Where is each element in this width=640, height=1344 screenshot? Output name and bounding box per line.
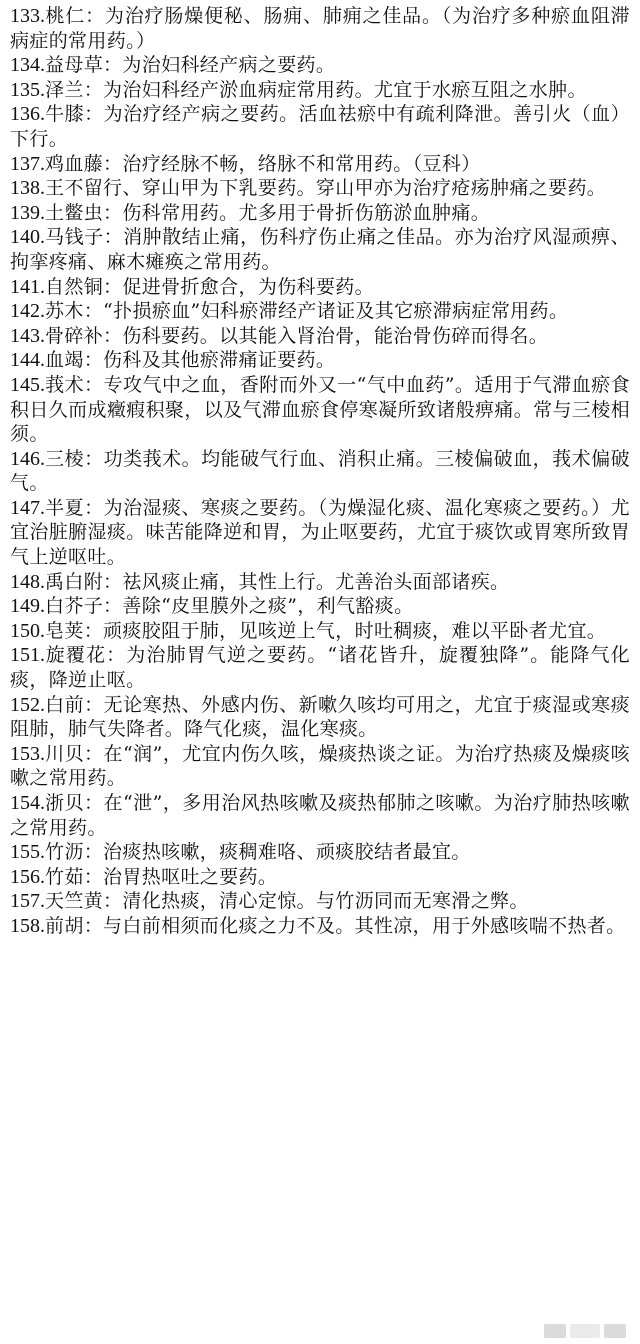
watermark-block [544,1324,566,1338]
entry-number: 136. [10,103,45,126]
entry-text: 土鳖虫：伤科常用药。尤多用于骨折伤筋淤血肿痛。 [45,201,491,224]
herb-entry [10,78,630,103]
entry-number: 141. [10,275,45,298]
herb-entry [10,889,630,914]
entry-text: 益母草：为治妇科经产病之要药。 [45,54,336,77]
entry-number: 143. [10,324,45,347]
herb-entry [10,152,630,177]
watermark-block [604,1324,626,1338]
herb-entry [10,840,630,865]
herb-entry [10,865,630,890]
herb-entry [10,693,630,742]
entry-number: 144. [10,349,45,372]
herb-entry [10,348,630,373]
entry-text: 川贝：在“润”，尤宜内伤久咳，燥痰热谈之证。为治疗热痰及燥痰咳嗽之常用药。 [10,742,630,790]
entry-text: 白芥子：善除“皮里膜外之痰”，利气豁痰。 [45,595,414,618]
entry-text: 禹白附：祛风痰止痛，其性上行。尤善治头面部诸疾。 [45,570,510,593]
entry-text: 白前：无论寒热、外感内伤、新嗽久咳均可用之，尤宜于痰湿或寒痰阻肺，肺气失降者。降气化痰，温化寒痰。 [10,693,630,741]
entry-number: 135. [10,78,45,101]
entry-number: 139. [10,201,45,224]
entry-number: 146. [10,447,45,470]
herb-entry [10,619,630,644]
entry-text: 血竭：伤科及其他瘀滞痛证要药。 [45,349,336,372]
entry-text: 泽兰：为治妇科经产淤血病症常用药。尤宜于水瘀互阻之水肿。 [45,78,587,101]
herb-entry [10,4,630,53]
entry-number: 148. [10,570,45,593]
herb-entry [10,53,630,78]
herb-entry-list [10,4,630,939]
entry-number: 149. [10,595,45,618]
watermark-blur [544,1324,626,1338]
entry-text: 鸡血藤：治疗经脉不畅，络脉不和常用药。（豆科） [45,152,481,175]
entry-text: 前胡：与白前相须而化痰之力不及。其性凉，用于外感咳喘不热者。 [45,914,626,937]
entry-text: 浙贝：在“泄”，多用治风热咳嗽及痰热郁肺之咳嗽。为治疗肺热咳嗽之常用药。 [10,792,630,839]
entry-number: 151. [10,644,45,667]
entry-text: 自然铜：促进骨折愈合，为伤科要药。 [45,275,374,298]
entry-number: 156. [10,865,45,888]
entry-number: 153. [10,742,45,765]
entry-text: 竹沥：治痰热咳嗽，痰稠难咯、顽痰胶结者最宜。 [45,841,471,864]
herb-entry [10,447,630,496]
entry-number: 137. [10,152,45,175]
entry-number: 142. [10,300,45,323]
herb-entry [10,324,630,349]
herb-entry [10,373,630,447]
entry-text: 莪术：专攻气中之血，香附而外又一“气中血药”。适用于气滞血瘀食积日久而成癥瘕积聚，以及气滞血瘀食停寒凝所致诸般痹痛。常与三棱相须。 [10,373,630,446]
entry-text: 马钱子：消肿散结止痛，伤科疗伤止痛之佳品。亦为治疗风湿顽痹、拘挛疼痛、麻木瘫痪之常用药。 [10,226,630,273]
entry-number: 154. [10,792,45,814]
entry-text: 苏木：“扑损瘀血”妇科瘀滞经产诸证及其它瘀滞病症常用药。 [45,300,569,323]
entry-text: 皂荚：顽痰胶阻于肺，见咳逆上气，时吐稠痰，难以平卧者尤宜。 [45,619,607,642]
entry-number: 138. [10,177,45,200]
herb-entry [10,742,630,791]
entry-text: 旋覆花：为治肺胃气逆之要药。“诸花皆升，旋覆独降”。能降气化痰，降逆止呕。 [10,644,630,692]
herb-entry [10,496,630,570]
herb-entry [10,225,630,274]
herb-entry [10,176,630,201]
herb-entry [10,594,630,619]
entry-number: 133. [10,5,45,27]
entry-number: 140. [10,226,45,249]
herb-entry [10,299,630,324]
herb-entry [10,570,630,595]
entry-number: 145. [10,373,45,396]
entry-text: 牛膝：为治疗经产病之要药。活血祛瘀中有疏利降泄。善引火（血）下行。 [10,103,630,150]
entry-number: 150. [10,619,45,642]
entry-text: 桃仁：为治疗肠燥便秘、肠痈、肺痈之佳品。（为治疗多种瘀血阻滞病症的常用药。） [10,5,630,52]
entry-number: 152. [10,693,45,716]
herb-entry [10,275,630,300]
herb-entry [10,102,630,151]
entry-text: 天竺黄：清化热痰，清心定惊。与竹沥同而无寒滑之弊。 [45,890,529,913]
entry-number: 157. [10,890,45,913]
entry-number: 158. [10,914,45,937]
entry-number: 134. [10,54,45,77]
watermark-block [570,1324,600,1338]
entry-text: 半夏：为治湿痰、寒痰之要药。（为燥湿化痰、温化寒痰之要药。）尤宜治脏腑湿痰。味苦能降逆和胃，为止呕要药，尤宜于痰饮或胃寒所致胃气上逆呕吐。 [10,496,630,569]
entry-number: 155. [10,841,45,864]
herb-entry [10,914,630,939]
entry-text: 竹茹：治胃热呕吐之要药。 [45,865,278,888]
entry-number: 147. [10,496,45,519]
herb-entry [10,791,630,840]
entry-text: 王不留行、穿山甲为下乳要药。穿山甲亦为治疗疮疡肿痛之要药。 [45,177,607,200]
entry-text: 骨碎补：伤科要药。以其能入肾治骨，能治骨伤碎而得名。 [45,324,549,347]
herb-entry [10,643,630,692]
herb-entry [10,201,630,226]
entry-text: 三棱：功类莪术。均能破气行血、消积止痛。三棱偏破血，莪术偏破气。 [10,447,630,495]
